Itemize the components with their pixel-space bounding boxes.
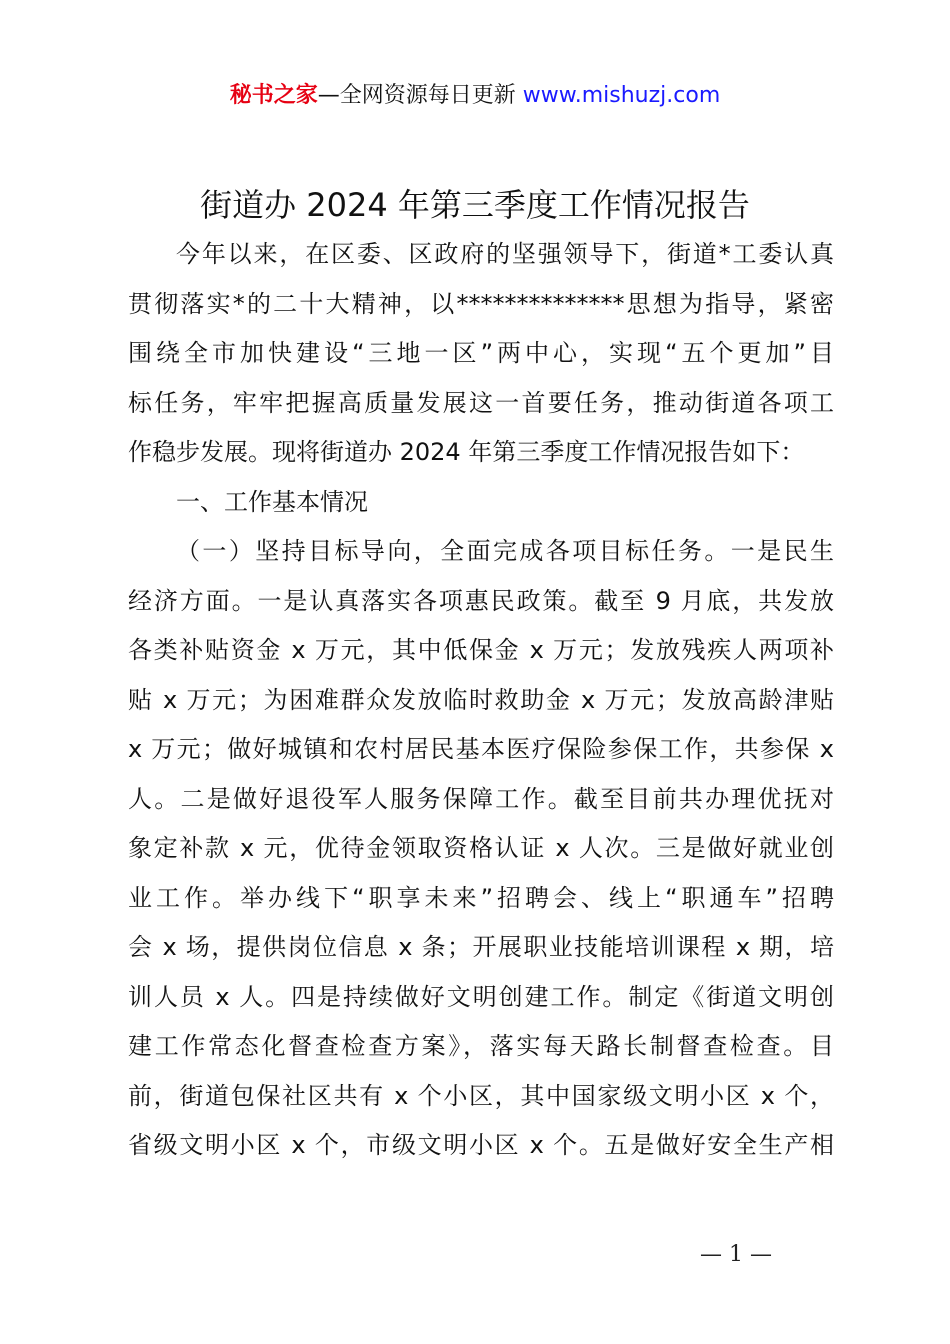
- text-line: 业工作。举办线下“职享未来”招聘会、线上“职通车”招聘: [128, 883, 834, 912]
- text-line: 训人员 x 人。四是持续做好文明创建工作。制定《街道文明创: [128, 982, 834, 1011]
- site-brand: 秘书之家: [229, 83, 318, 108]
- site-url-link[interactable]: www.mishuzj.com: [522, 83, 721, 108]
- text-line: 作稳步发展。现将街道办 2024 年第三季度工作情况报告如下：: [128, 438, 805, 466]
- text-line: 会 x 场，提供岗位信息 x 条；开展职业技能培训课程 x 期，培: [128, 933, 834, 961]
- section-heading: 一、工作基本情况: [176, 487, 368, 516]
- text-line: 今年以来，在区委、区政府的坚强领导下，街道*工委认真: [176, 240, 834, 268]
- text-line: x 万元；做好城镇和农村居民基本医疗保险参保工作，共参保 x: [128, 735, 834, 763]
- site-tagline: —全网资源每日更新: [317, 83, 516, 108]
- text-line: （一）坚持目标导向，全面完成各项目标任务。一是民生: [176, 537, 834, 565]
- text-line: 经济方面。一是认真落实各项惠民政策。截至 9 月底，共发放: [128, 586, 834, 615]
- document-title: 街道办 2024 年第三季度工作情况报告: [200, 186, 750, 224]
- text-line: 前，街道包保社区共有 x 个小区，其中国家级文明小区 x 个，: [128, 1081, 834, 1110]
- text-line: 各类补贴资金 x 万元，其中低保金 x 万元；发放残疾人两项补: [128, 636, 834, 664]
- text-line: 贴 x 万元；为困难群众发放临时救助金 x 万元；发放高龄津贴: [128, 685, 834, 714]
- text-line: 围绕全市加快建设“三地一区”两中心，实现“五个更加”目: [128, 339, 834, 367]
- text-line: 省级文明小区 x 个，市级文明小区 x 个。五是做好安全生产相: [128, 1131, 834, 1159]
- text-line: 人。二是做好退役军人服务保障工作。截至目前共办理优抚对: [128, 784, 834, 813]
- text-line: 标任务，牢牢把握高质量发展这一首要任务，推动街道各项工: [128, 388, 834, 417]
- text-line: 建工作常态化督查检查方案》，落实每天路长制督查检查。目: [128, 1032, 834, 1060]
- page-number: — 1 —: [700, 1242, 772, 1267]
- site-header: [0, 80, 950, 112]
- text-line: 贯彻落实*的二十大精神，以**************思想为指导，紧密: [128, 289, 834, 318]
- document-body: [128, 230, 834, 1171]
- text-line: 象定补款 x 元，优待金领取资格认证 x 人次。三是做好就业创: [128, 834, 834, 862]
